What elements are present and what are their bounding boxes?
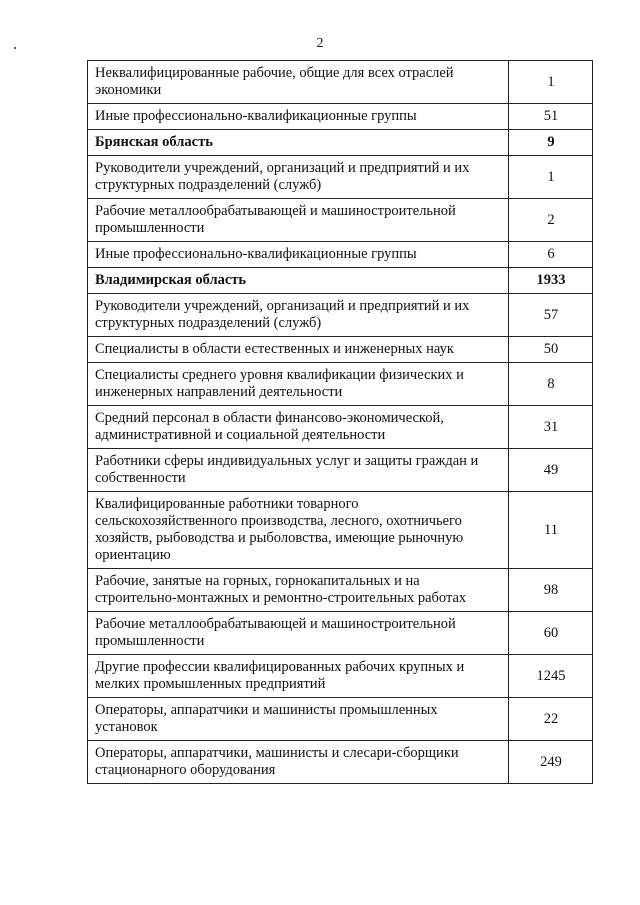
count-cell: 22 xyxy=(509,698,593,741)
table-row xyxy=(88,698,593,741)
count-cell: 57 xyxy=(509,294,593,337)
profession-group-cell: Иные профессионально-квалификационные группы xyxy=(88,104,509,130)
profession-group-cell: Операторы, аппаратчики, машинисты и слесари-сборщики стационарного оборудования xyxy=(88,741,509,784)
table-row xyxy=(88,363,593,406)
table-row xyxy=(88,199,593,242)
page-number: 2 xyxy=(316,36,324,51)
profession-group-cell: Рабочие металлообрабатывающей и машиностроительной промышленности xyxy=(88,612,509,655)
count-cell: 60 xyxy=(509,612,593,655)
region-total-cell: 1933 xyxy=(509,268,593,294)
count-cell: 249 xyxy=(509,741,593,784)
profession-group-cell: Квалифицированные работники товарного сельскохозяйственного производства, лесного, охотничьего хозяйств, рыбоводства и рыболовства, имеющие рыночную ориентацию xyxy=(88,492,509,569)
profession-group-cell: Операторы, аппаратчики и машинисты промышленных установок xyxy=(88,698,509,741)
region-total-cell: 9 xyxy=(509,130,593,156)
statistics-table xyxy=(87,60,593,784)
profession-group-cell: Средний персонал в области финансово-экономической, административной и социальной деятельности xyxy=(88,406,509,449)
count-cell: 50 xyxy=(509,337,593,363)
count-cell: 2 xyxy=(509,199,593,242)
count-cell: 1 xyxy=(509,61,593,104)
count-cell: 1 xyxy=(509,156,593,199)
region-name-cell: Владимирская область xyxy=(88,268,509,294)
table-row xyxy=(88,492,593,569)
table-row xyxy=(88,61,593,104)
profession-group-cell: Специалисты в области естественных и инженерных наук xyxy=(88,337,509,363)
region-row xyxy=(88,268,593,294)
profession-group-cell: Руководители учреждений, организаций и предприятий и их структурных подразделений (служб) xyxy=(88,156,509,199)
table-body xyxy=(88,61,593,784)
profession-group-cell: Неквалифицированные рабочие, общие для всех отраслей экономики xyxy=(88,61,509,104)
profession-group-cell: Рабочие металлообрабатывающей и машиностроительной промышленности xyxy=(88,199,509,242)
profession-group-cell: Работники сферы индивидуальных услуг и защиты граждан и собственности xyxy=(88,449,509,492)
table-row xyxy=(88,337,593,363)
table-row xyxy=(88,655,593,698)
count-cell: 1245 xyxy=(509,655,593,698)
table-row xyxy=(88,741,593,784)
count-cell: 49 xyxy=(509,449,593,492)
profession-group-cell: Специалисты среднего уровня квалификации физических и инженерных направлений деятельности xyxy=(88,363,509,406)
profession-group-cell: Другие профессии квалифицированных рабочих крупных и мелких промышленных предприятий xyxy=(88,655,509,698)
profession-group-cell: Руководители учреждений, организаций и предприятий и их структурных подразделений (служб) xyxy=(88,294,509,337)
count-cell: 6 xyxy=(509,242,593,268)
count-cell: 31 xyxy=(509,406,593,449)
count-cell: 51 xyxy=(509,104,593,130)
count-cell: 98 xyxy=(509,569,593,612)
table-row xyxy=(88,406,593,449)
profession-group-cell: Иные профессионально-квалификационные группы xyxy=(88,242,509,268)
profession-group-cell: Рабочие, занятые на горных, горнокапитальных и на строительно-монтажных и ремонтно-строительных работах xyxy=(88,569,509,612)
table-row xyxy=(88,612,593,655)
table-row xyxy=(88,242,593,268)
region-name-cell: Брянская область xyxy=(88,130,509,156)
table-row xyxy=(88,104,593,130)
region-row xyxy=(88,130,593,156)
table-row xyxy=(88,156,593,199)
count-cell: 8 xyxy=(509,363,593,406)
count-cell: 11 xyxy=(509,492,593,569)
table-row xyxy=(88,569,593,612)
table-row xyxy=(88,449,593,492)
table-row xyxy=(88,294,593,337)
